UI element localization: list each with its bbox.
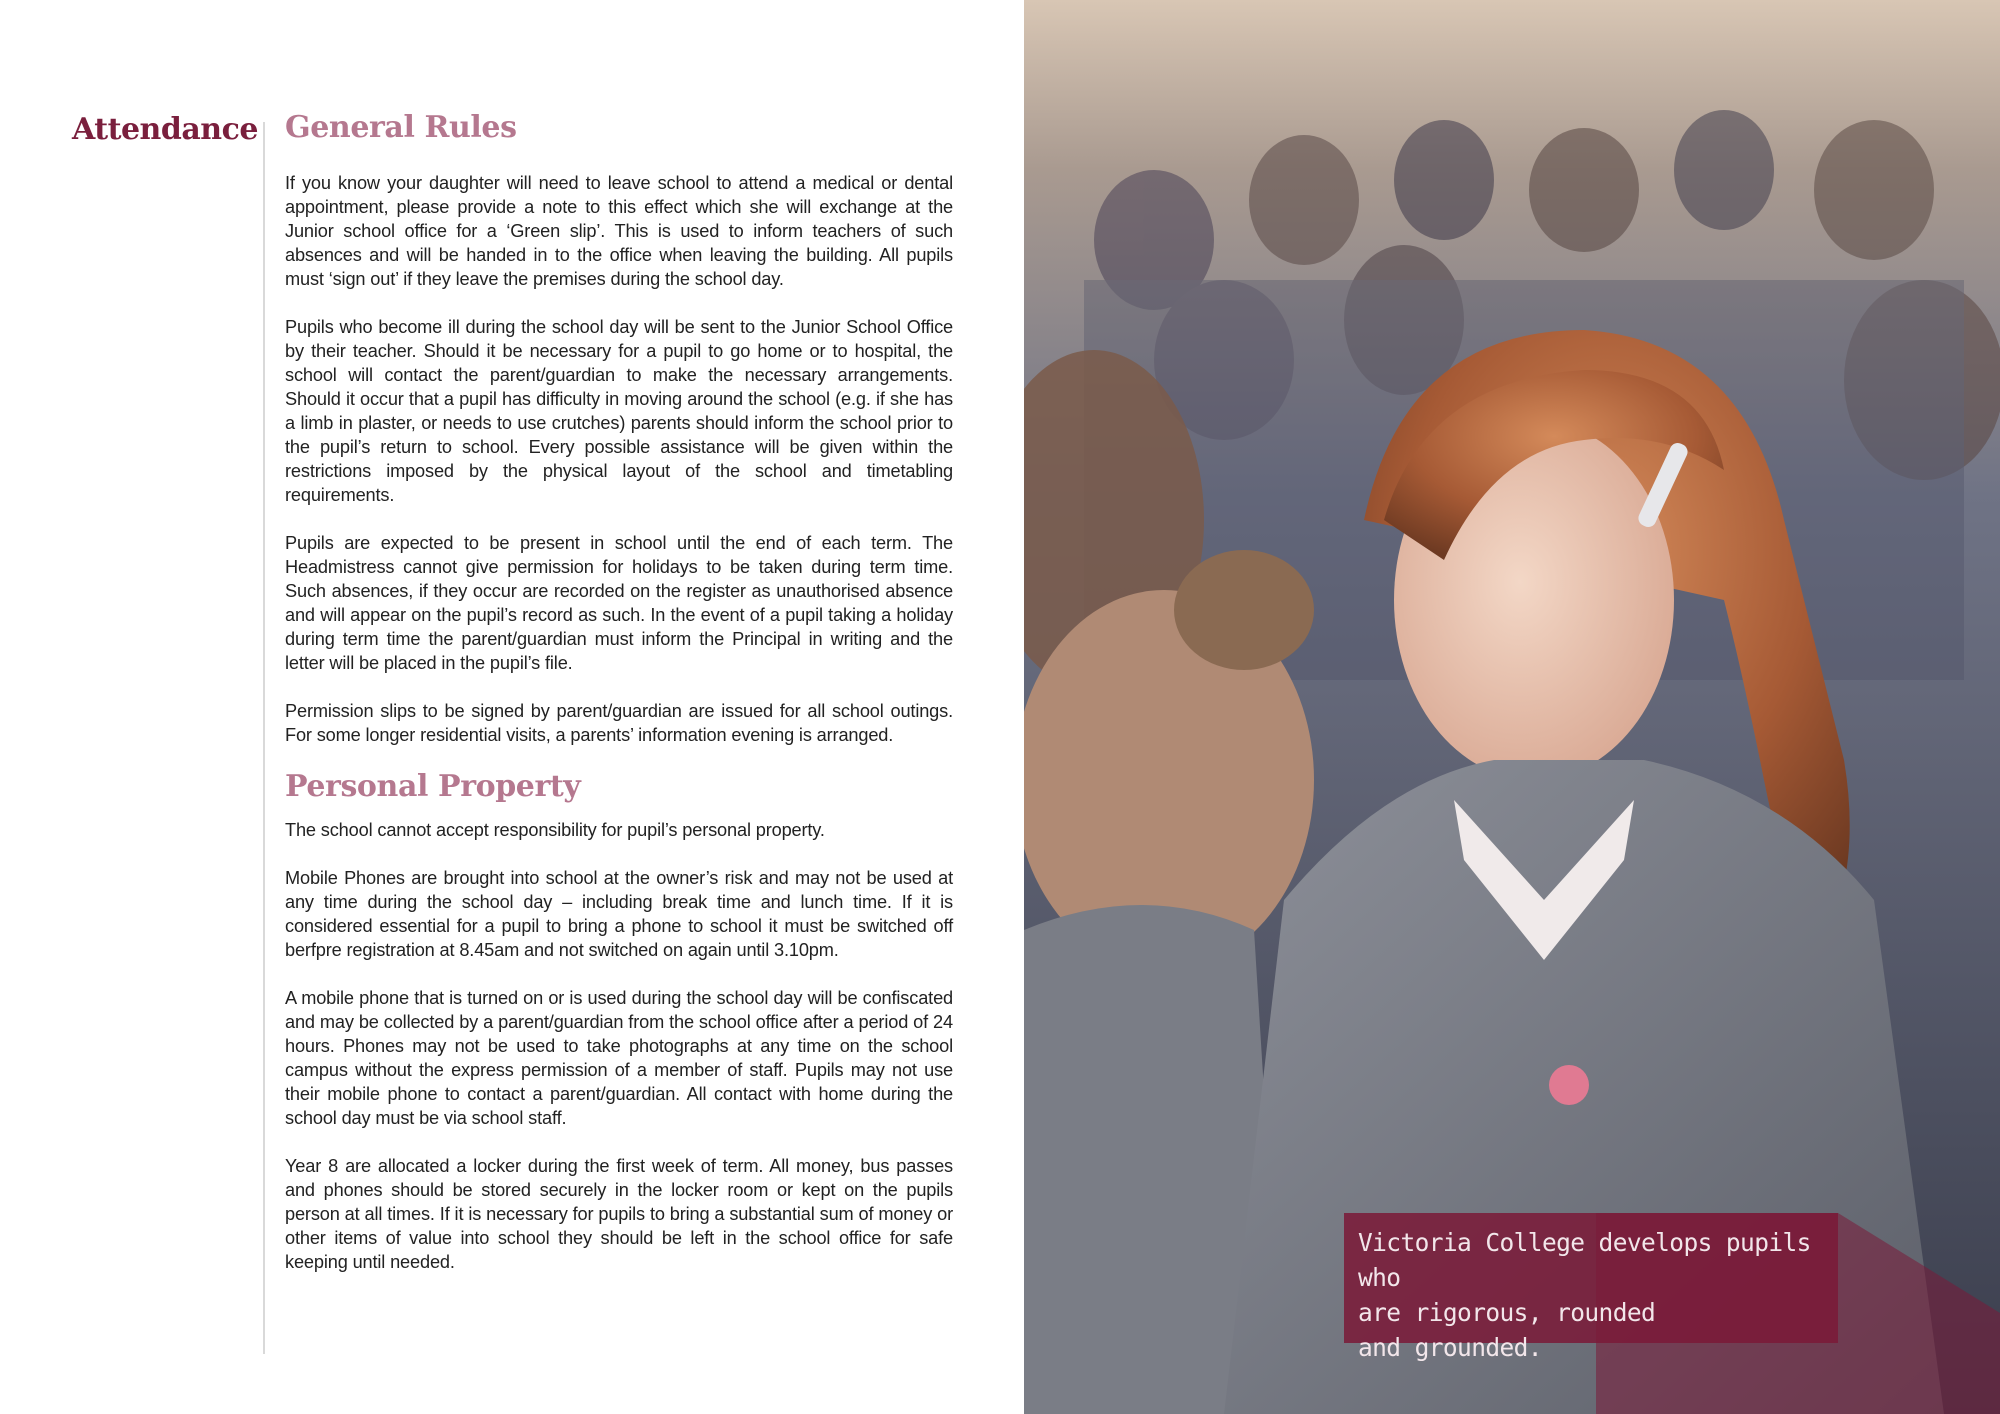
- paragraph-mobile-phones: Mobile Phones are brought into school at the owner’s risk and may not be used at any time during the school day – including break time and lunch time. If it is considered essential for a pupil to bring a phone to school it must be switched off berfpre registration at 8.45am and not switched on again until 3.10pm.: [285, 868, 953, 960]
- section-title: Attendance: [72, 112, 258, 147]
- paragraph-permission-slips: Permission slips to be signed by parent/guardian are issued for all school outings. For some longer residential visits, a parents’ information evening is arranged.: [285, 701, 953, 745]
- paragraph-term-attendance: Pupils are expected to be present in school until the end of each term. The Headmistress cannot give permission for holidays to be taken during term time. Such absences, if they occur are recorded on the register as unauthorised absence and will appear on the pupil’s record as such. In the event of a pupil taking a holiday during term time the parent/guardian must inform the Principal in writing and the letter will be placed in the pupil’s file.: [285, 533, 953, 673]
- heading-personal-property: Personal Property: [285, 769, 581, 804]
- caption-line: are rigorous, rounded: [1358, 1298, 1656, 1327]
- paragraph-lockers: Year 8 are allocated a locker during the first week of term. All money, bus passes and phones should be stored securely in the locker room or kept on the pupils person at all times. If it is necessary for pupils to bring a substantial sum of money or other items of value into school they should be left in the school office for safe keeping until needed.: [285, 1156, 953, 1272]
- paragraph-confiscation: A mobile phone that is turned on or is used during the school day will be confiscated and may be collected by a parent/guardian from the school office after a period of 24 hours. Phones may not be used to take photographs at any time on the school campus without the express permission of a member of staff. Pupils may not use their mobile phone to contact a parent/guardian. All contact with home during the school day must be via school staff.: [285, 988, 953, 1128]
- heading-general-rules: General Rules: [285, 110, 517, 145]
- paragraph-illness: Pupils who become ill during the school day will be sent to the Junior School Office by their teacher. Should it be necessary for a pupil to go home or to hospital, the school will contact the parent/guardian to make the necessary arrangements. Should it occur that a pupil has difficulty in moving around the school (e.g. if she has a limb in plaster, or needs to use crutches) parents should inform the school prior to the pupil’s return to school. Every possible assistance will be given within the restrictions imposed by the physical layout of the school and timetabling requirements.: [285, 317, 953, 505]
- students-photo: [1024, 0, 2000, 1414]
- caption-line: and grounded.: [1358, 1333, 1542, 1362]
- paragraph-appointments: If you know your daughter will need to leave school to attend a medical or dental appointment, please provide a note to this effect which she will exchange at the Junior school office for a ‘Green slip’. This is used to inform teachers of such absences and will be handed in to the office when leaving the building. All pupils must ‘sign out’ if they leave the premises during the school day.: [285, 173, 953, 289]
- content-column: [285, 110, 953, 1274]
- paragraph-responsibility: The school cannot accept responsibility for pupil’s personal property.: [285, 820, 825, 840]
- photo-caption: [1344, 1213, 1838, 1362]
- vertical-divider: [263, 122, 265, 1354]
- caption-line: Victoria College develops pupils who: [1358, 1228, 1811, 1292]
- photo-illustration: [1024, 0, 2000, 1414]
